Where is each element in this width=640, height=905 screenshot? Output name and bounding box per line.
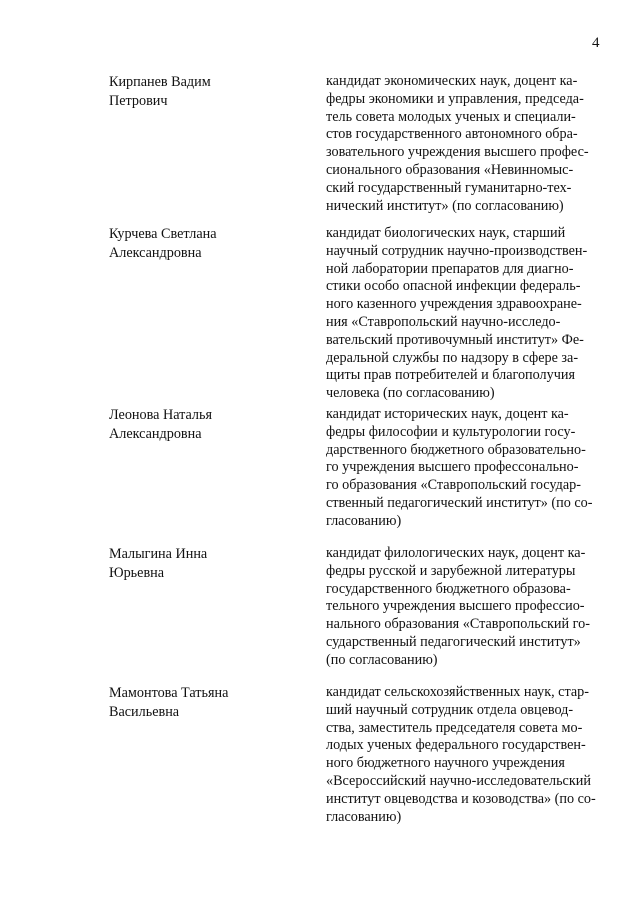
member-description: кандидат сельскохозяйственных наук, стар- ший научный сотрудник отдела овцевод- ства, заместитель председателя совета мо- лодых ученых федерального государствен- ного бюджетного научного учреждения «Всероссийский научно-исследовательский институт овцеводства и козоводства» (по со- гласованию) — [326, 684, 596, 825]
member-name-line-2: Васильевна — [109, 704, 180, 720]
member-name-line-2: Петрович — [109, 93, 168, 109]
member-description: кандидат филологических наук, доцент ка- федры русской и зарубежной литературы государственного бюджетного образова- тельного учреждения высшего профессио- нального образования «Ставропольский го- сударственный педагогический институт» (по согласованию) — [326, 545, 590, 668]
member-name-line-1: Кирпанев Вадим — [109, 74, 211, 90]
member-name — [109, 225, 299, 263]
member-name-line-1: Курчева Светлана — [109, 226, 217, 242]
member-name — [109, 73, 299, 111]
member-name-line-2: Александровна — [109, 245, 202, 261]
page-number: 4 — [592, 35, 600, 51]
member-name-line-2: Александровна — [109, 426, 202, 442]
member-name — [109, 406, 299, 444]
member-name-line-1: Малыгина Инна — [109, 546, 208, 562]
member-description: кандидат экономических наук, доцент ка- федры экономики и управления, председа- тель совета молодых ученых и специали- стов государственного автономного обра- зовательного учреждения высшего профес- сионального образования «Невинномыс- ский государственный гуманитарно-тех- нический институт» (по согласованию) — [326, 73, 589, 214]
member-name — [109, 684, 299, 722]
member-description: кандидат исторических наук, доцент ка- федры философии и культурологии госу- дарственного бюджетного образовательно- го учреждения высшего профессонально- го образования «Ставропольский государ- ственный педагогический институт» (по со- гласованию) — [326, 406, 593, 529]
member-name-line-1: Мамонтова Татьяна — [109, 685, 229, 701]
member-name-line-2: Юрьевна — [109, 565, 165, 581]
member-description: кандидат биологических наук, старший научный сотрудник научно-производствен- ной лаборатории препаратов для диагно- стики особо опасной инфекции федераль- ного казенного учреждения здравоохране- ния «Ставропольский научно-исследо- вательский противочумный институт» Фе- деральной службы по надзору в сфере за- щиты прав потребителей и благополучия человека (по согласованию) — [326, 225, 588, 402]
member-name-line-1: Леонова Наталья — [109, 407, 213, 423]
member-name — [109, 545, 299, 583]
